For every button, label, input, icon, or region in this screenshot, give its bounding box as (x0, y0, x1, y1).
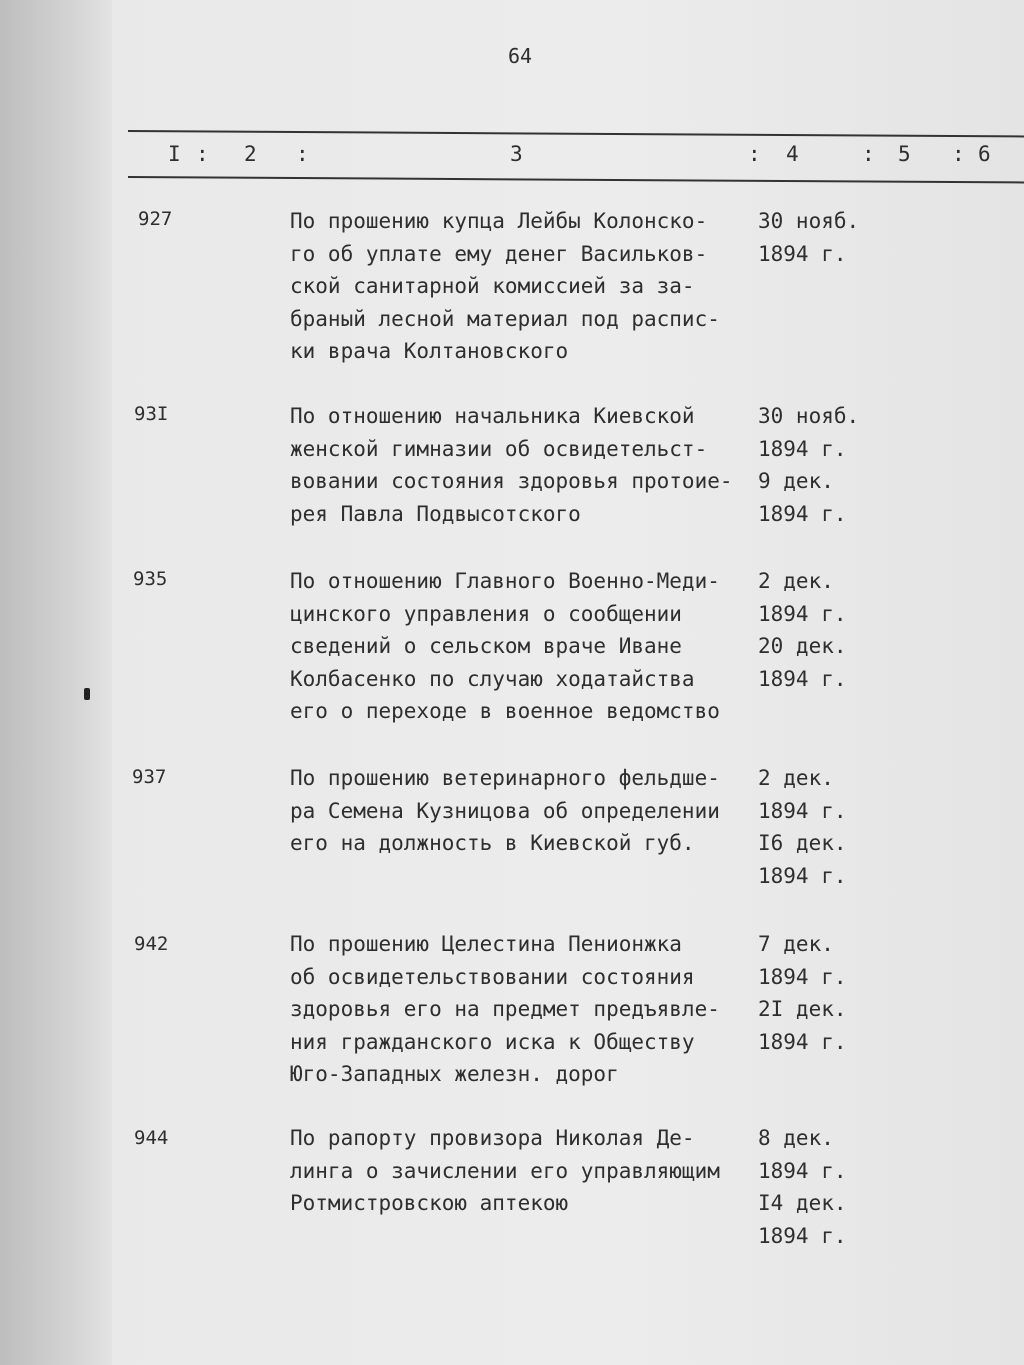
entry-date-line: 30 нояб. (758, 404, 860, 428)
column-header-3: 3 (510, 142, 523, 166)
entry-date-line: 1894 г. (758, 964, 847, 989)
entry-date-line: 1894 г. (758, 501, 847, 526)
entry-text-line: По отношению Главного Военно-Меди- (290, 569, 720, 593)
entry-date-line: 1894 г. (758, 1158, 847, 1183)
entry-text-line: ской санитарной комиссией за за- (290, 274, 695, 298)
column-header-sep: : (862, 142, 875, 166)
entry-dates (758, 1122, 878, 1252)
entry-text-line: женской гимназии об освидетельст- (290, 436, 708, 461)
entry-date-line: 1894 г. (758, 1223, 847, 1248)
entry-text-line: рея Павла Подвысотского (290, 501, 581, 526)
entry-dates (758, 400, 878, 530)
entry-date-line: 1894 г. (758, 601, 847, 626)
entry-date-line: 2 дек. (758, 569, 834, 593)
entry-date-line: 7 дек. (758, 932, 834, 956)
entry-date-line: 9 дек. (758, 469, 834, 493)
entry-date-line: 2 дек. (758, 766, 834, 790)
column-header-6: 6 (978, 142, 991, 166)
entry-date-line: 1894 г. (758, 798, 847, 823)
entry-date-line: I4 дек. (758, 1191, 847, 1215)
entry-text-line: го об уплате ему денег Васильков- (290, 241, 708, 266)
entry-description (290, 762, 760, 860)
entry-date-line: 1894 г. (758, 1029, 847, 1054)
entry-date-line: 1894 г. (758, 863, 847, 888)
entry-text-line: его на должность в Киевской губ. (290, 831, 695, 855)
entry-date-line: 20 дек. (758, 634, 847, 658)
header-bottom-rule (128, 176, 1024, 183)
entry-text-line: линга о зачислении его управляющим (290, 1158, 720, 1183)
column-header-4: 4 (786, 142, 799, 166)
entry-date-line: 2I дек. (758, 997, 847, 1021)
binding-shadow (0, 0, 112, 1365)
column-header-5: 5 (898, 142, 911, 166)
paper-mark (84, 688, 90, 700)
entry-date-line: 1894 г. (758, 436, 847, 461)
entry-text-line: ра Семена Кузницова об определении (290, 798, 720, 823)
entry-text-line: об освидетельствовании состояния (290, 964, 695, 989)
entry-description (290, 565, 760, 728)
entry-text-line: По прошению Целестина Пенионжка (290, 932, 682, 956)
entry-dates (758, 928, 878, 1058)
entry-text-line: По рапорту провизора Николая Де- (290, 1126, 695, 1150)
entry-description (290, 1122, 760, 1220)
column-header-2: 2 (244, 142, 257, 166)
column-header-sep: : (748, 142, 761, 166)
entry-dates (758, 565, 878, 695)
entry-text-line: По отношению начальника Киевской (290, 404, 695, 428)
entry-text-line: По прошению купца Лейбы Колонско- (290, 209, 708, 233)
entry-text-line: Юго-Западных железн. дорог (290, 1062, 619, 1086)
entry-date-line: 30 нояб. (758, 209, 860, 233)
column-header-sep: : (296, 142, 309, 166)
entry-number: 93I (134, 403, 169, 425)
entry-text-line: По прошению ветеринарного фельдше- (290, 766, 720, 790)
entry-dates (758, 205, 878, 270)
entry-text-line: его о переходе в военное ведомство (290, 699, 720, 723)
entry-number: 927 (138, 208, 173, 230)
entry-date-line: 1894 г. (758, 666, 847, 691)
entry-number: 942 (134, 933, 169, 955)
entry-text-line: вовании состояния здоровья протоие- (290, 469, 733, 493)
entry-number: 935 (133, 568, 168, 590)
entry-number: 944 (134, 1127, 169, 1149)
entry-text-line: Ротмистровскою аптекою (290, 1191, 569, 1215)
entry-text-line: Колбасенко по случаю ходатайства (290, 666, 695, 691)
column-header-1: I (168, 142, 181, 166)
entry-number: 937 (132, 766, 167, 788)
entry-description (290, 400, 760, 530)
entry-text-line: сведений о сельском враче Иване (290, 634, 682, 658)
entry-text-line: браный лесной материал под распис- (290, 306, 720, 331)
entry-text-line: здоровья его на предмет предъявле- (290, 997, 720, 1021)
page-number: 64 (507, 44, 533, 68)
column-header-sep: : (952, 142, 965, 166)
entry-description (290, 205, 760, 368)
entry-date-line: 1894 г. (758, 241, 847, 266)
entry-dates (758, 762, 878, 892)
entry-description (290, 928, 760, 1091)
entry-text-line: ки врача Колтановского (290, 339, 569, 363)
column-header-sep: : (196, 142, 209, 166)
entry-date-line: I6 дек. (758, 831, 847, 855)
entry-text-line: ния гражданского иска к Обществу (290, 1029, 695, 1054)
entry-text-line: цинского управления о сообщении (290, 601, 682, 626)
header-top-rule (128, 130, 1024, 137)
entry-date-line: 8 дек. (758, 1126, 834, 1150)
